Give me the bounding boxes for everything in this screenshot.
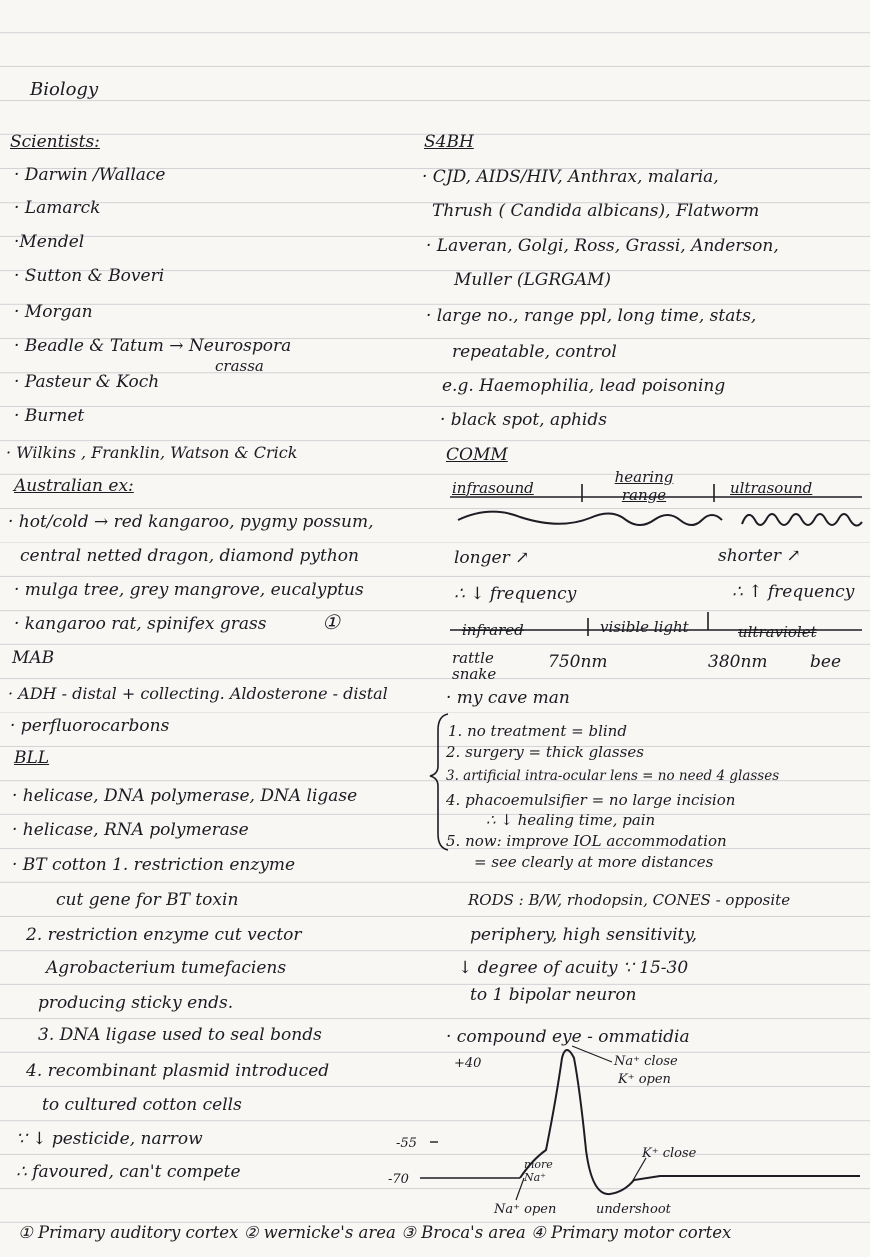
sound-wave-short	[742, 514, 862, 526]
scientist-item: · Sutton & Boveri	[14, 266, 165, 286]
bll-item: ∴ favoured, can't compete	[16, 1162, 241, 1182]
wavelength-750-label: 750nm	[548, 652, 608, 672]
lower-frequency-label: ∴ ↓ frequency	[454, 584, 577, 604]
ultraviolet-label: ultraviolet	[738, 623, 817, 641]
aus-item: · kangaroo rat, spinifex grass	[14, 614, 267, 634]
scientists-heading: Scientists:	[10, 132, 100, 152]
s4bh-item: · large no., range ppl, long time, stats,	[426, 306, 757, 326]
circled-one-marker: ①	[322, 610, 340, 634]
ap-pointer	[572, 1046, 612, 1062]
aus-item: · mulga tree, grey mangrove, eucalyptus	[14, 580, 364, 600]
bll-item: 3. DNA ligase used to seal bonds	[38, 1025, 322, 1045]
cave-item: = see clearly at more distances	[474, 853, 714, 871]
scientist-item: · Morgan	[14, 302, 93, 322]
bll-item: · BT cotton 1. restriction enzyme	[12, 855, 296, 875]
cave-list-brace	[430, 714, 448, 850]
infrared-label: infrared	[462, 621, 524, 639]
ap-na-open-label: Na⁺ open	[494, 1202, 557, 1217]
s4bh-item: e.g. Haemophilia, lead poisoning	[442, 376, 726, 396]
brain-areas-footer: ① Primary auditory cortex ② wernicke's area ③ Broca's area ④ Primary motor cortex	[18, 1223, 732, 1242]
ap-minus55-label: -55	[396, 1136, 417, 1151]
bll-item: to cultured cotton cells	[42, 1095, 242, 1115]
visible-light-label: visible light	[600, 618, 689, 636]
ap-na-close-label: Na⁺ close	[614, 1054, 678, 1069]
bll-item: producing sticky ends.	[38, 993, 234, 1013]
scientist-item: · Beadle & Tatum → Neurospora	[14, 336, 292, 356]
higher-frequency-label: ∴ ↑ frequency	[732, 582, 855, 602]
s4bh-item: Muller (LGRGAM)	[454, 270, 612, 290]
compound-eye-item: · compound eye - ommatidia	[446, 1027, 690, 1047]
scientist-item: · Wilkins , Franklin, Watson & Crick	[6, 443, 298, 462]
neurospora-continuation: crassa	[215, 357, 264, 375]
bee-label: bee	[810, 652, 842, 672]
s4bh-item: · Laveran, Golgi, Ross, Grassi, Anderson,	[426, 236, 779, 256]
cave-item: ∴ ↓ healing time, pain	[486, 811, 656, 829]
bll-item: · helicase, DNA polymerase, DNA ligase	[12, 786, 358, 806]
aus-item: central netted dragon, diamond python	[20, 546, 359, 566]
bll-item: 2. restriction enzyme cut vector	[26, 925, 302, 945]
bll-item: ∵ ↓ pesticide, narrow	[16, 1129, 203, 1149]
longer-label: longer ↗	[454, 548, 530, 568]
bll-item: · helicase, RNA polymerase	[12, 820, 249, 840]
s4bh-item: repeatable, control	[452, 342, 617, 362]
ultrasound-label: ultrasound	[730, 479, 813, 497]
wavelength-380-label: 380nm	[708, 652, 768, 672]
s4bh-item: · CJD, AIDS/HIV, Anthrax, malaria,	[422, 167, 719, 187]
bll-item: 4. recombinant plasmid introduced	[26, 1061, 330, 1081]
s4bh-heading: S4BH	[424, 132, 474, 152]
rods-item: RODS : B/W, rhodopsin, CONES - opposite	[468, 891, 791, 909]
ap-plus40-label: +40	[454, 1056, 482, 1071]
rods-item: to 1 bipolar neuron	[470, 985, 637, 1005]
cave-item: 1. no treatment = blind	[448, 722, 627, 740]
mab-item: · perfluorocarbons	[10, 716, 170, 736]
scientist-item: · Darwin /Wallace	[14, 165, 166, 185]
ap-more-na-label: more Na⁺	[524, 1158, 553, 1184]
infrasound-label: infrasound	[452, 479, 534, 497]
ap-minus70-label: -70	[388, 1172, 409, 1187]
bll-item: Agrobacterium tumefaciens	[46, 958, 287, 978]
cave-item: 5. now: improve IOL accommodation	[446, 832, 727, 850]
ap-curve	[520, 1050, 860, 1194]
cave-heading: · my cave man	[446, 688, 570, 708]
s4bh-item: Thrush ( Candida albicans), Flatworm	[432, 201, 760, 221]
comm-heading: COMM	[446, 445, 508, 465]
aus-item: · hot/cold → red kangaroo, pygmy possum,	[8, 512, 374, 532]
ap-pointer	[516, 1178, 524, 1200]
australian-heading: Australian ex:	[14, 476, 134, 496]
ap-k-open-label: K⁺ open	[618, 1072, 671, 1087]
shorter-label: shorter ↗	[718, 546, 801, 566]
sound-wave-long	[458, 512, 722, 525]
ap-undershoot-label: undershoot	[596, 1202, 671, 1217]
bll-heading: BLL	[14, 748, 50, 768]
rods-item: periphery, high sensitivity,	[470, 925, 698, 945]
cave-item: 3. artificial intra-ocular lens = no need 4 glasses	[446, 768, 780, 784]
s4bh-item: · black spot, aphids	[440, 410, 607, 430]
scientist-item: · Burnet	[14, 406, 85, 426]
cave-item: 4. phacoemulsifier = no large incision	[446, 791, 736, 809]
mab-item: · ADH - distal + collecting. Aldosterone - distal	[8, 684, 388, 703]
mab-heading: MAB	[12, 648, 55, 668]
rattle-snake-label: rattle snake	[452, 649, 497, 683]
scientist-item: · Lamarck	[14, 198, 101, 218]
cave-item: 2. surgery = thick glasses	[446, 743, 644, 761]
bll-item: cut gene for BT toxin	[56, 890, 239, 910]
rods-item: ↓ degree of acuity ∵ 15-30	[458, 958, 689, 978]
scientist-item: ·Mendel	[14, 232, 85, 252]
hearing-range-label: hearing range	[614, 468, 674, 504]
ap-k-close-label: K⁺ close	[642, 1146, 697, 1161]
page-title: Biology	[30, 79, 99, 100]
scientist-item: · Pasteur & Koch	[14, 372, 160, 392]
